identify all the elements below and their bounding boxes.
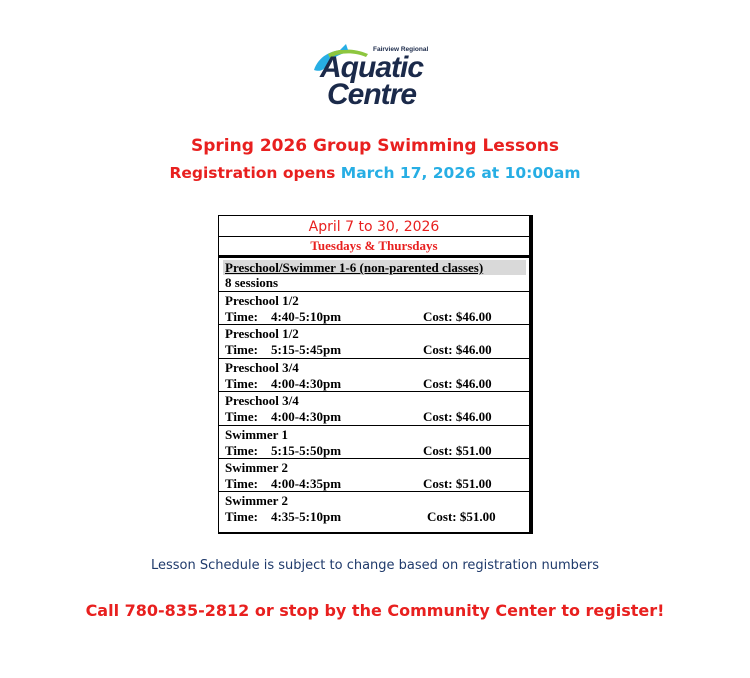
schedule-days: Tuesdays & Thursdays bbox=[219, 237, 529, 258]
registration-time: 10:00am bbox=[504, 164, 581, 182]
aquatic-centre-logo bbox=[310, 44, 440, 114]
registration-line bbox=[0, 164, 750, 182]
page-title: Spring 2026 Group Swimming Lessons bbox=[191, 136, 559, 156]
class-name: Preschool 3/4 bbox=[225, 359, 299, 375]
class-name: Swimmer 1 bbox=[225, 426, 288, 442]
class-row bbox=[219, 392, 529, 425]
class-cost: Cost: $51.00 bbox=[423, 442, 492, 458]
schedule-date-range: April 7 to 30, 2026 bbox=[219, 216, 529, 237]
class-cost: Cost: $46.00 bbox=[423, 342, 492, 358]
class-row bbox=[219, 459, 529, 492]
class-cost: Cost: $46.00 bbox=[423, 309, 492, 324]
session-count: 8 sessions bbox=[219, 275, 529, 292]
class-cost: Cost: $46.00 bbox=[423, 375, 492, 391]
class-time: Time: 4:00-4:35pm bbox=[225, 475, 342, 491]
class-name: Swimmer 2 bbox=[225, 459, 288, 475]
class-name: Preschool 1/2 bbox=[225, 326, 299, 342]
class-name: Preschool 3/4 bbox=[225, 393, 299, 409]
class-row bbox=[219, 292, 529, 325]
class-row bbox=[219, 426, 529, 459]
class-cost: Cost: $51.00 bbox=[423, 475, 492, 491]
logo-word-aquatic: Aquatic bbox=[320, 51, 424, 84]
class-group-heading: Preschool/Swimmer 1-6 (non-parented classes) bbox=[223, 260, 526, 275]
class-time: Time: 4:40-5:10pm bbox=[225, 309, 342, 324]
class-name: Swimmer 2 bbox=[225, 493, 288, 509]
registration-date: March 17, 2026 bbox=[340, 164, 476, 182]
class-row bbox=[219, 325, 529, 358]
class-cost: Cost: $51.00 bbox=[427, 509, 496, 525]
registration-prefix: Registration opens bbox=[169, 164, 336, 182]
class-time: Time: 5:15-5:45pm bbox=[225, 342, 342, 358]
class-time: Time: 4:35-5:10pm bbox=[225, 509, 342, 525]
class-cost: Cost: $46.00 bbox=[423, 409, 492, 425]
registration-at: at bbox=[481, 164, 500, 182]
call-to-register: Call 780-835-2812 or stop by the Community Center to register! bbox=[85, 601, 665, 620]
schedule-table bbox=[218, 215, 533, 534]
schedule-change-note: Lesson Schedule is subject to change based on registration numbers bbox=[150, 558, 600, 573]
class-row bbox=[219, 359, 529, 392]
class-time: Time: 5:15-5:50pm bbox=[225, 442, 342, 458]
class-row bbox=[219, 492, 529, 525]
class-time: Time: 4:00-4:30pm bbox=[225, 409, 342, 425]
class-name: Preschool 1/2 bbox=[225, 293, 299, 308]
logo-word-centre: Centre bbox=[327, 78, 417, 111]
class-time: Time: 4:00-4:30pm bbox=[225, 375, 342, 391]
logo-region-text: Fairview Regional bbox=[373, 46, 429, 53]
